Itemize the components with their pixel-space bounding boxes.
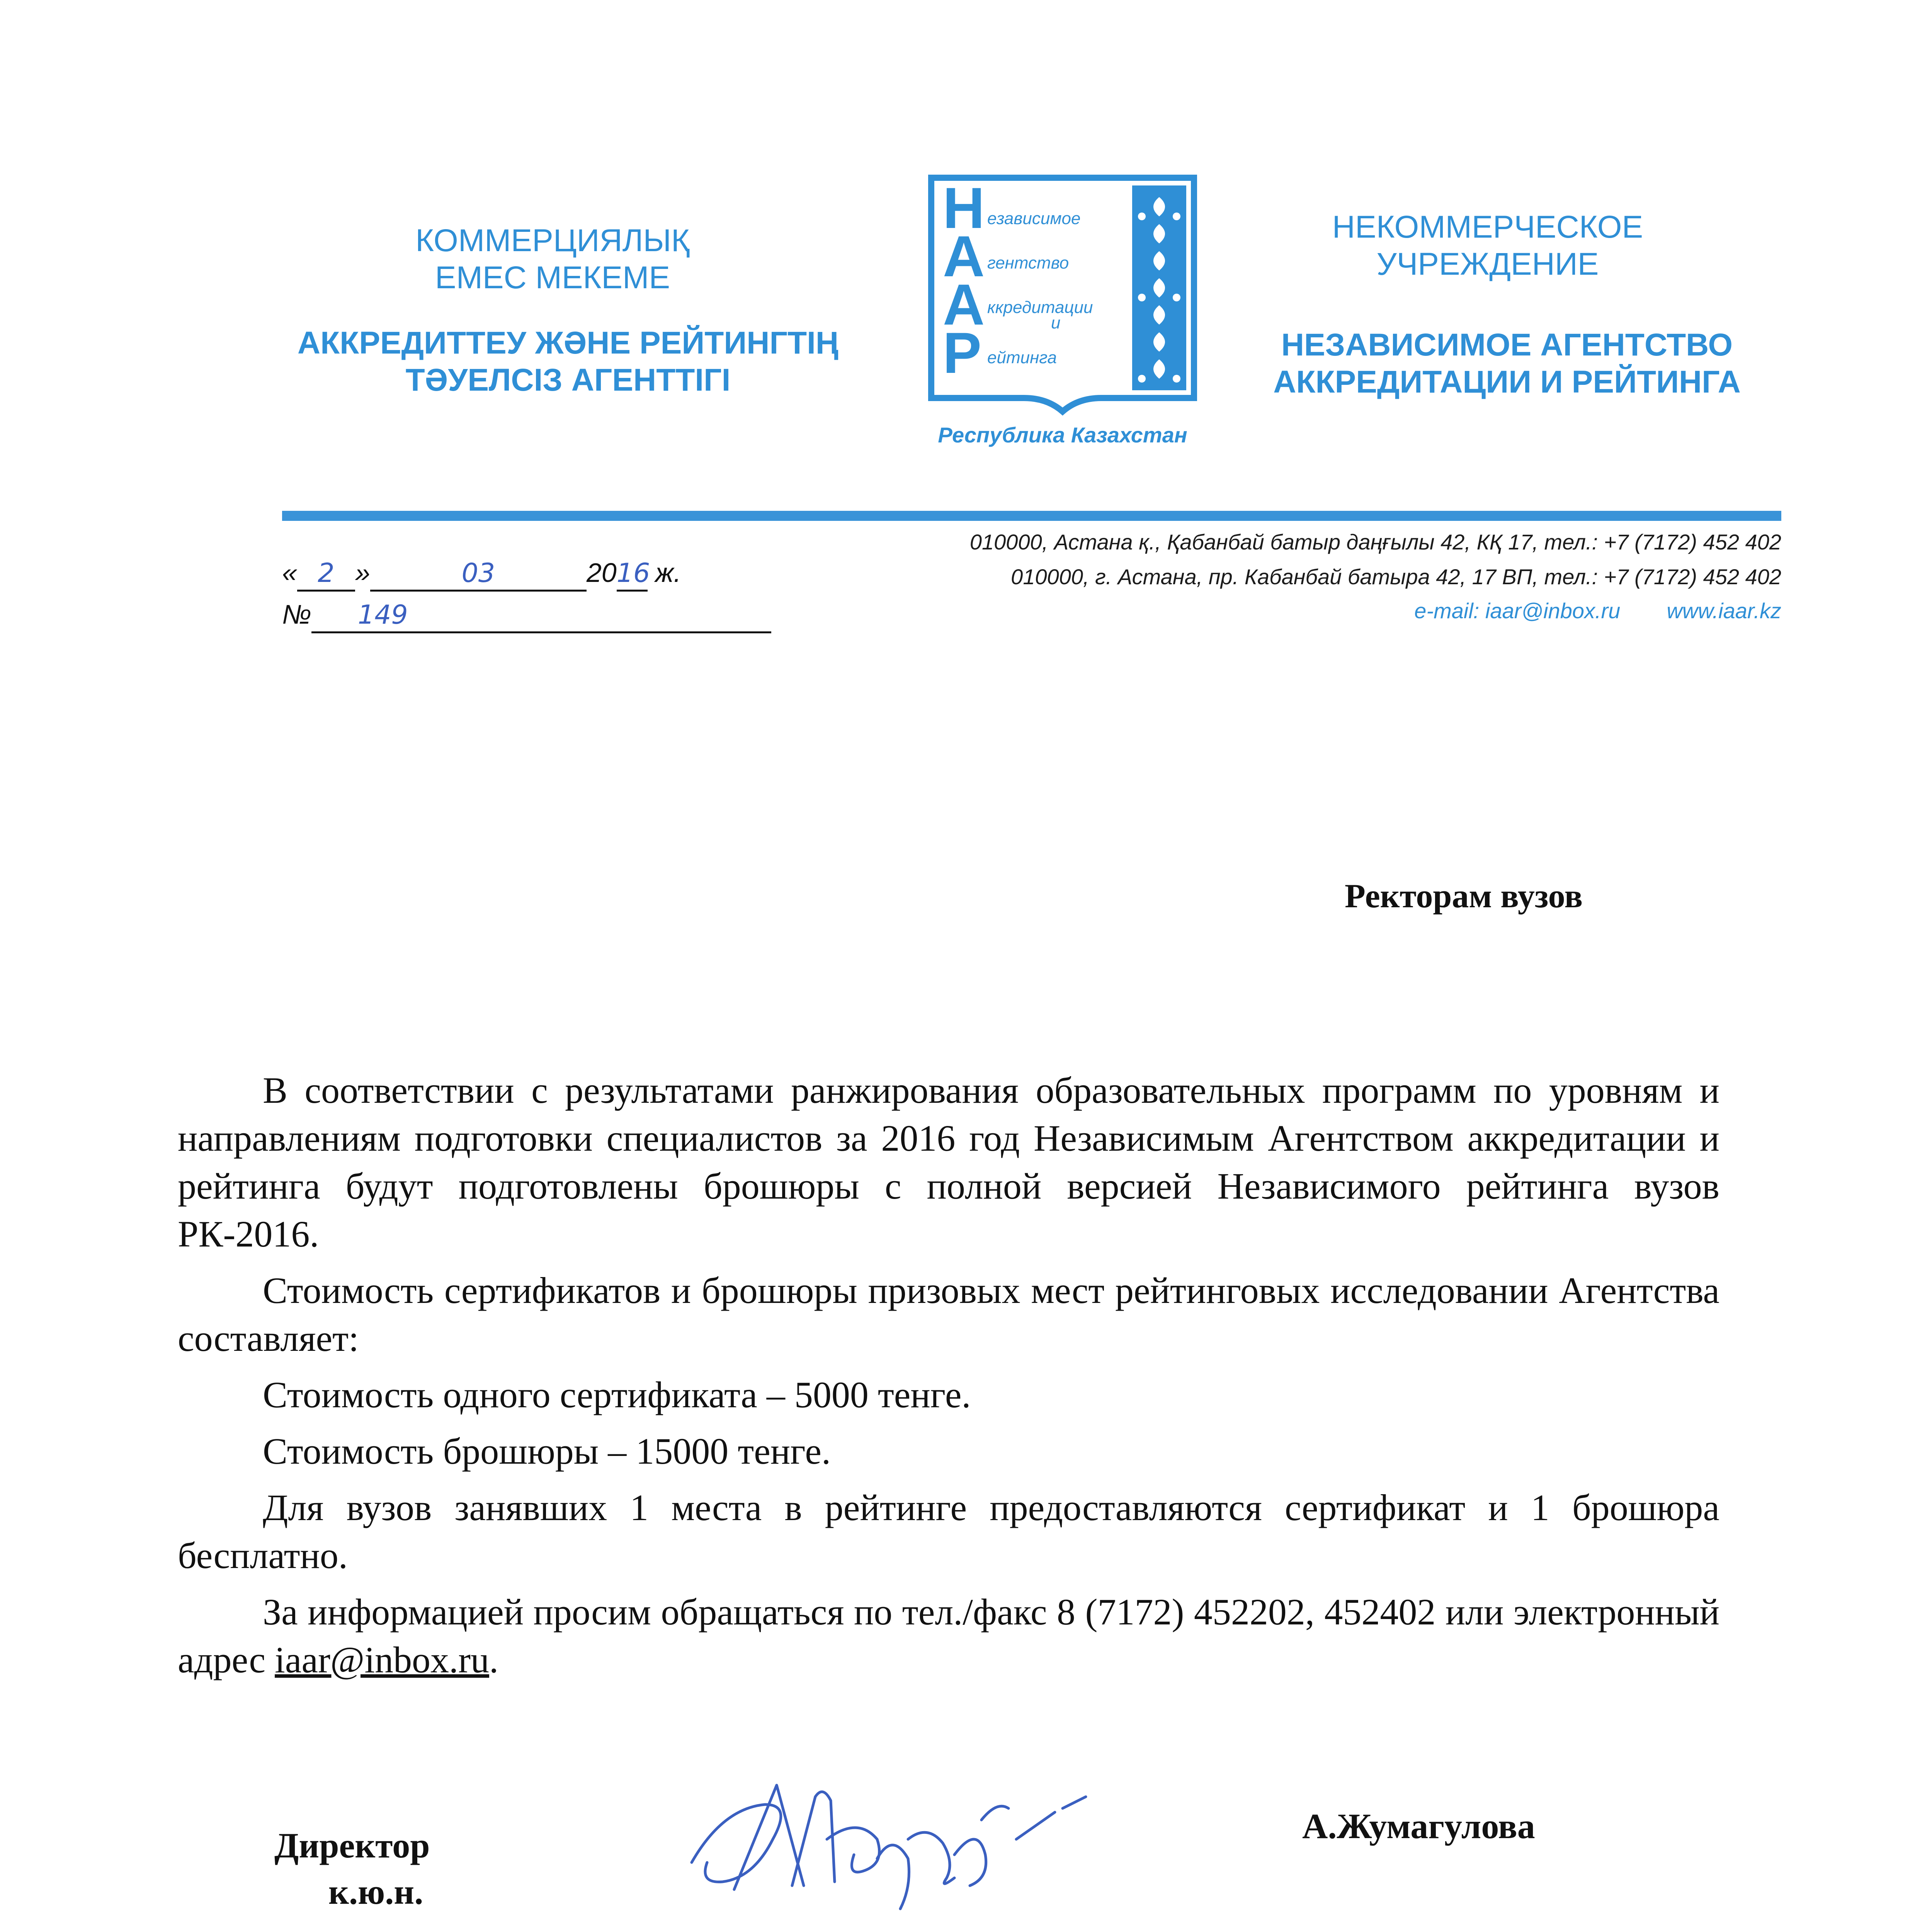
- contact-text: За информацией просим обращаться по тел./факс 8 (7172) 452202, 452402 или электронный адрес: [178, 1591, 1719, 1680]
- logo-word-4: и: [1051, 313, 1061, 332]
- header-kz-name-line-1: АККРЕДИТТЕУ ЖӘНЕ РЕЙТИНГТІҢ: [297, 325, 839, 361]
- date-year-word: ж.: [655, 558, 681, 588]
- addressee: Ректорам вузов: [1345, 878, 1583, 915]
- date-month: 03: [370, 557, 587, 592]
- date-open-quote: «: [282, 558, 297, 588]
- number-label: №: [282, 599, 311, 629]
- header-ru-type-line-2: УЧРЕЖДЕНИЕ: [1376, 247, 1599, 282]
- date-year-prefix: 20: [586, 558, 617, 588]
- header-kz-name: [247, 325, 889, 399]
- logo-word-2: гентство: [987, 253, 1069, 272]
- signatory-title: Директор: [274, 1826, 430, 1865]
- paragraph-contact: [178, 1588, 1719, 1684]
- paragraph-1: В соответствии с результатами ранжирования образовательных программ по уровням и направлениям подготовки специалистов за 2016 год Независимым Агентством аккредитации и рейтинга будут подготовлены брошюры с полной версией Независимого рейтинга вузов РК-2016.: [178, 1070, 1719, 1255]
- email-link[interactable]: e-mail: iaar@inbox.ru: [1414, 599, 1621, 623]
- header-ru-name-line-2: АККРЕДИТАЦИИ И РЕЙТИНГА: [1273, 364, 1741, 400]
- header-ru-name-line-1: НЕЗАВИСИМОЕ АГЕНТСТВО: [1281, 327, 1733, 362]
- header-kz-type: [286, 222, 819, 296]
- outgoing-number: [282, 598, 771, 633]
- logo-word-1: езависимое: [987, 209, 1081, 228]
- contact-email-link[interactable]: iaar@inbox.ru: [275, 1639, 489, 1680]
- logo-word-5: ейтинга: [987, 348, 1057, 367]
- paragraph-5: Для вузов занявших 1 места в рейтинге предоставляются сертификат и 1 брошюра бесплатно.: [178, 1487, 1719, 1576]
- header-ru-type-line-1: НЕКОММЕРЧЕСКОЕ: [1332, 209, 1643, 245]
- handwritten-signature: [676, 1762, 1101, 1924]
- outgoing-date: [282, 556, 681, 592]
- contact-end: .: [489, 1639, 498, 1680]
- logo-word-3: ккредитации: [987, 298, 1093, 317]
- address-ru: 010000, г. Астана, пр. Кабанбай батыра 42, 17 ВП, тел.: +7 (7172) 452 402: [1011, 565, 1781, 589]
- letter-body: [178, 1066, 1719, 1692]
- paragraph-4: Стоимость брошюры – 15000 тенге.: [263, 1430, 831, 1472]
- website-link[interactable]: www.iaar.kz: [1667, 599, 1781, 623]
- signatory-degree: к.ю.н.: [328, 1872, 423, 1912]
- logo-letter-n: Н: [943, 175, 985, 240]
- address-kz: 010000, Астана қ., Қабанбай батыр даңғылы 42, КҚ 17, тел.: +7 (7172) 452 402: [969, 530, 1781, 554]
- header-ru-type: [1236, 209, 1739, 283]
- logo-letter-a1: А: [943, 224, 985, 289]
- date-close-quote: »: [355, 558, 370, 588]
- header-kz-type-line-2: ЕМЕС МЕКЕМЕ: [435, 260, 670, 295]
- header-ru-name: [1217, 327, 1797, 401]
- logo-letter-r: Р: [943, 320, 982, 385]
- signatory-name: А.Жумагулова: [1302, 1806, 1535, 1846]
- contacts: [1414, 598, 1781, 624]
- header-divider: [282, 511, 1781, 521]
- logo-country: Республика Казахстан: [938, 423, 1187, 447]
- date-day: 2: [297, 557, 355, 592]
- header-kz-name-line-2: ТӘУЕЛСІЗ АГЕНТТІГІ: [405, 362, 731, 398]
- paragraph-2: Стоимость сертификатов и брошюры призовых мест рейтинговых исследовании Агентства составляет:: [178, 1270, 1719, 1359]
- paragraph-3: Стоимость одного сертификата – 5000 тенге.: [263, 1374, 971, 1415]
- logo-letter-a2: А: [943, 272, 985, 337]
- iaar-logo: [923, 170, 1202, 456]
- number-value: 149: [311, 599, 771, 633]
- date-year-suffix: 16: [617, 557, 648, 592]
- header-kz-type-line-1: КОММЕРЦИЯЛЫҚ: [415, 223, 690, 258]
